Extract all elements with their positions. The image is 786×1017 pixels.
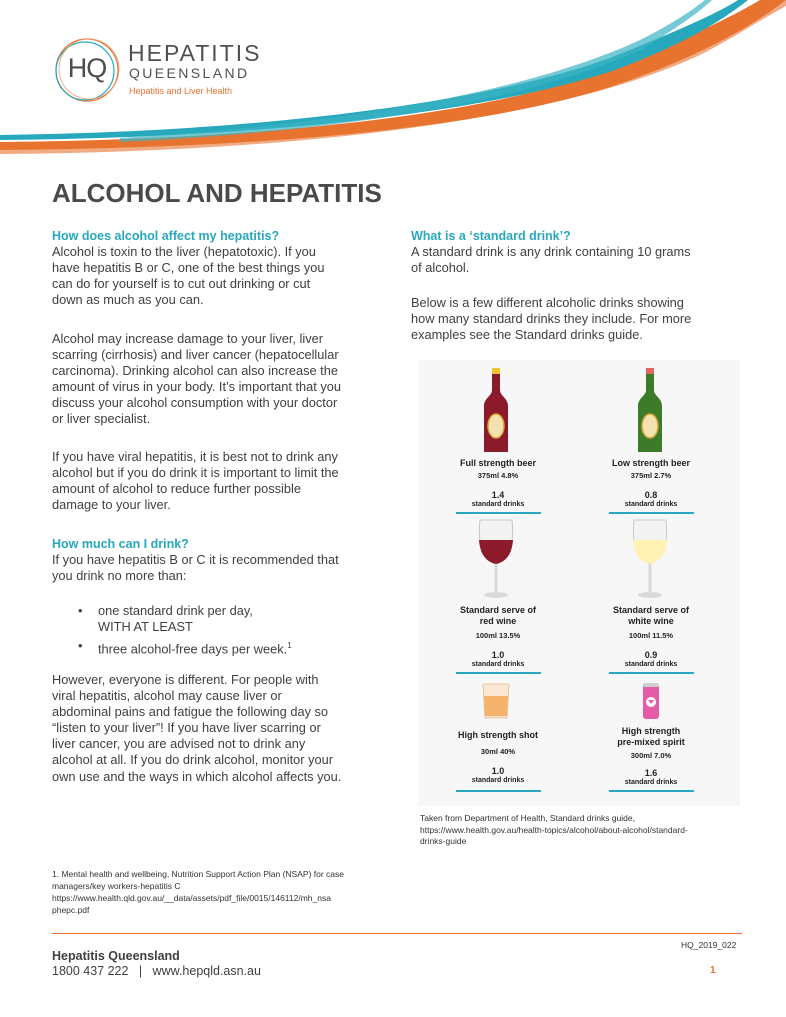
- logo-subtitle: QUEENSLAND: [129, 65, 250, 81]
- drink-name-text: Low strength beer: [611, 458, 690, 468]
- bullet-icon: •: [78, 638, 83, 654]
- footnote-ref: 1: [287, 641, 292, 651]
- divider-rule: [456, 790, 541, 792]
- section-heading-alcohol-effect: How does alcohol affect my hepatitis?: [52, 229, 280, 243]
- drink-detail-text: 100ml 11.5%: [628, 631, 674, 640]
- value-text: 1.0: [491, 766, 505, 776]
- logo-mark: HQ: [67, 53, 107, 83]
- paragraph-standard-drink: [411, 244, 691, 276]
- value-text: 1.4: [491, 490, 505, 500]
- drink-name-text: white wine: [628, 616, 674, 626]
- value-text: 0.9: [644, 650, 658, 660]
- list-item: [78, 603, 292, 635]
- drink-detail-text: 100ml 13.5%: [475, 631, 521, 640]
- text-line: amount of virus in your body. It’s important that you: [52, 379, 342, 395]
- unit-text: standard drinks: [624, 501, 678, 508]
- text-line: have hepatitis B or C, one of the best things you: [52, 260, 325, 276]
- text-line: amount of alcohol to reduce further possible: [52, 481, 301, 497]
- text-line: If you have viral hepatitis, it is best not to drink any: [52, 449, 338, 464]
- document-code: HQ_2019_022: [681, 940, 737, 950]
- text-line: WITH AT LEAST: [98, 619, 193, 635]
- unit-text: standard drinks: [471, 777, 525, 784]
- beer-bottle-green-icon: [637, 368, 663, 454]
- section-heading-how-much: How much can I drink?: [52, 537, 189, 551]
- recommendation-list: [78, 603, 292, 658]
- paragraph-recommended: [52, 552, 339, 584]
- shot-glass-icon: [481, 682, 511, 720]
- drink-name-text: High strength shot: [458, 730, 538, 740]
- drink-name-text: red wine: [479, 616, 517, 626]
- text-line: three alcohol-free days per week.: [98, 641, 288, 657]
- drink-detail: [423, 470, 573, 481]
- drink-detail: [576, 630, 726, 641]
- source-citation: [420, 813, 750, 848]
- text-line: liver cancer, you are advised not to drink any: [52, 736, 306, 752]
- divider-rule: [456, 512, 541, 514]
- paragraph-damage: [52, 331, 341, 428]
- value-text: 1.6: [644, 768, 658, 778]
- standard-drinks-value: [576, 768, 726, 788]
- drink-detail-text: 375ml 4.8%: [477, 471, 519, 480]
- standard-drinks-value: [576, 490, 726, 510]
- divider-rule: [609, 672, 694, 674]
- standard-drinks-value: [423, 490, 573, 510]
- text-line: abdominal pains and fatigue the following day so: [52, 704, 329, 720]
- page-number: 1: [710, 965, 716, 976]
- text-line: one standard drink per day,: [98, 603, 253, 618]
- text-line: own use and the ways in which alcohol affects you.: [52, 768, 342, 784]
- footer-contact: 1800 437 222 | www.hepqld.asn.au: [52, 964, 261, 978]
- divider-rule: [609, 512, 694, 514]
- drink-detail: [576, 470, 726, 481]
- unit-text: standard drinks: [471, 501, 525, 508]
- drink-detail-text: 300ml 7.0%: [630, 751, 672, 760]
- text-line: Alcohol may increase damage to your liver, liver: [52, 331, 323, 346]
- drink-detail: [423, 630, 573, 641]
- text-line: viral hepatitis, alcohol may cause liver or: [52, 688, 282, 704]
- beer-bottle-red-icon: [483, 368, 509, 454]
- premix-can-icon: [641, 682, 661, 720]
- drink-detail-text: 375ml 2.7%: [630, 471, 672, 480]
- footer-divider: [52, 933, 742, 934]
- paragraph-toxin: [52, 244, 324, 308]
- paragraph-examples: [411, 295, 691, 343]
- text-line: damage to your liver.: [52, 497, 171, 513]
- text-line: discuss your alcohol consumption with your doctor: [52, 395, 338, 411]
- unit-text: standard drinks: [624, 661, 678, 668]
- footnote: [52, 868, 392, 916]
- text-line: examples see the Standard drinks guide.: [411, 327, 643, 343]
- drink-name-text: pre-mixed spirit: [617, 737, 685, 747]
- red-wine-glass-icon: [476, 518, 516, 600]
- drink-name-text: High strength: [621, 726, 681, 736]
- drink-name-text: Standard serve of: [612, 605, 690, 615]
- page-title: ALCOHOL AND HEPATITIS: [52, 178, 382, 208]
- unit-text: standard drinks: [624, 779, 678, 786]
- standard-drinks-infographic: [418, 360, 740, 806]
- bullet-icon: •: [78, 603, 83, 618]
- text-line: you drink no more than:: [52, 568, 187, 584]
- text-line: of alcohol.: [411, 260, 470, 276]
- drink-name: [423, 730, 573, 741]
- text-line: how many standard drinks they include. For more: [411, 311, 692, 327]
- text-line: alcohol at all. If you do drink alcohol, monitor your: [52, 752, 333, 768]
- drink-detail: [423, 746, 573, 757]
- text-line: alcohol but if you do drink it is important to limit the: [52, 465, 339, 481]
- text-line: 1. Mental health and wellbeing, Nutrition Support Action Plan (NSAP) for case: [52, 869, 344, 879]
- text-line: A standard drink is any drink containing 10 grams: [411, 244, 691, 259]
- divider-rule: [609, 790, 694, 792]
- footer-org-name: Hepatitis Queensland: [52, 949, 180, 963]
- text-line: https://www.health.gov.au/health-topics/alcohol/about-alcohol/standard-: [420, 824, 688, 835]
- divider-rule: [456, 672, 541, 674]
- drink-name-text: Full strength beer: [459, 458, 536, 468]
- text-line: Taken from Department of Health, Standard drinks guide,: [420, 813, 635, 823]
- text-line: Below is a few different alcoholic drinks showing: [411, 295, 684, 310]
- text-line: “listen to your liver”! If you have liver scarring or: [52, 720, 321, 736]
- drink-name: [576, 458, 726, 469]
- paragraph-everyone-different: [52, 672, 341, 785]
- standard-drinks-value: [423, 766, 573, 786]
- text-line: https://www.health.qld.gov.au/__data/assets/pdf_file/0015/146112/mh_nsa: [52, 893, 331, 903]
- value-text: 1.0: [491, 650, 505, 660]
- text-line: down as much as you can.: [52, 292, 204, 308]
- text-line: However, everyone is different. For people with: [52, 672, 319, 687]
- drink-detail: [576, 750, 726, 761]
- drink-name: [423, 605, 573, 627]
- text-line: If you have hepatitis B or C it is recommended that: [52, 552, 339, 567]
- section-heading-standard-drink: What is a ‘standard drink’?: [411, 229, 571, 243]
- text-line: or liver specialist.: [52, 411, 151, 427]
- white-wine-glass-icon: [630, 518, 670, 600]
- standard-drinks-value: [576, 650, 726, 670]
- text-line: carcinoma). Drinking alcohol can also increase the: [52, 363, 338, 379]
- value-text: 0.8: [644, 490, 658, 500]
- drink-name: [423, 458, 573, 469]
- text-line: Alcohol is toxin to the liver (hepatotoxic). If you: [52, 244, 316, 259]
- drink-name: [576, 605, 726, 627]
- text-line: can do for yourself is to cut out drinking or cut: [52, 276, 311, 292]
- text-line: drinks-guide: [420, 836, 467, 846]
- drink-name: [576, 726, 726, 748]
- list-item: [78, 638, 292, 657]
- logo-tagline: Hepatitis and Liver Health: [129, 86, 233, 96]
- paragraph-viral: [52, 449, 339, 513]
- unit-text: standard drinks: [471, 661, 525, 668]
- text-line: phepc.pdf: [52, 905, 90, 915]
- drink-name-text: Standard serve of: [459, 605, 537, 615]
- logo-title: HEPATITIS: [128, 40, 262, 66]
- text-line: scarring (cirrhosis) and liver cancer (hepatocellular: [52, 347, 339, 363]
- drink-detail-text: 30ml 40%: [480, 747, 516, 756]
- standard-drinks-value: [423, 650, 573, 670]
- text-line: managers/key workers-hepatitis C: [52, 881, 181, 891]
